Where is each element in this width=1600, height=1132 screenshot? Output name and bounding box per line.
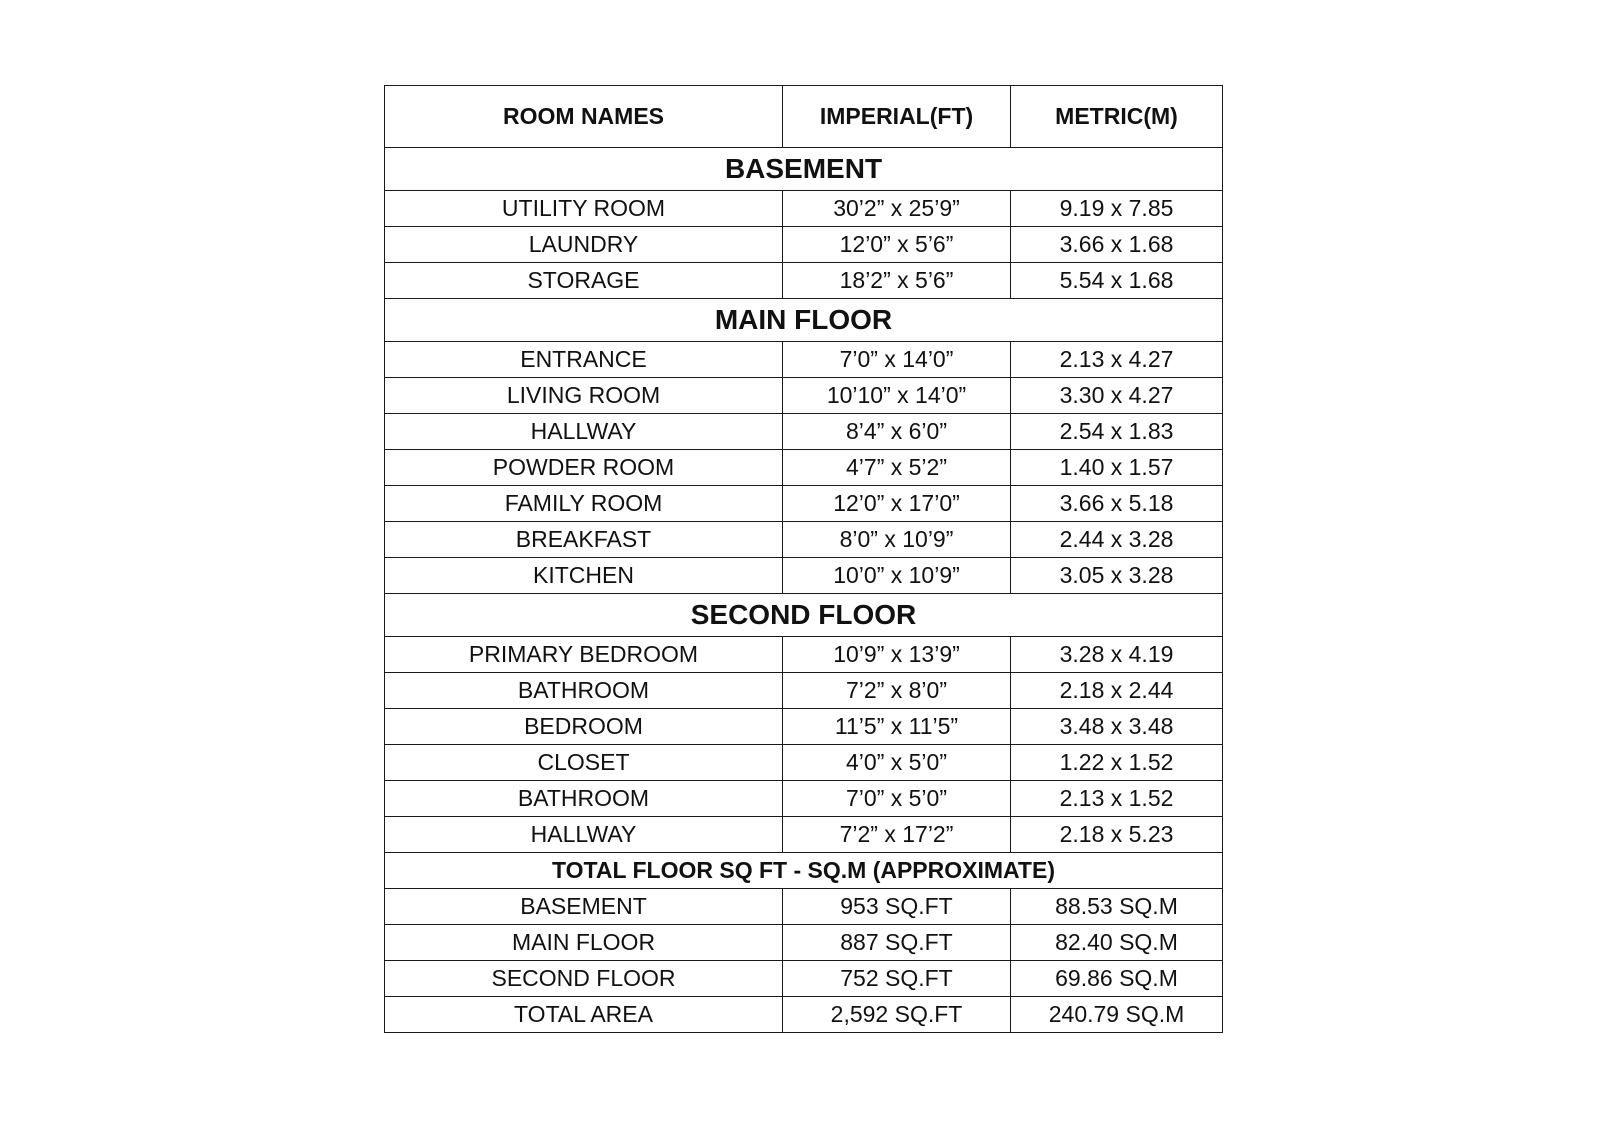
room-name: HALLWAY [385, 817, 783, 853]
metric-dimension: 2.18 x 2.44 [1011, 673, 1223, 709]
imperial-area: 887 SQ.FT [783, 925, 1011, 961]
table-row [385, 378, 1223, 414]
metric-dimension: 2.13 x 4.27 [1011, 342, 1223, 378]
table-row [385, 781, 1223, 817]
room-name: LAUNDRY [385, 227, 783, 263]
table-row [385, 637, 1223, 673]
table-header-row [385, 86, 1223, 148]
table-row [385, 191, 1223, 227]
room-name: STORAGE [385, 263, 783, 299]
room-name: UTILITY ROOM [385, 191, 783, 227]
section-row-main-floor [385, 299, 1223, 342]
table-row [385, 414, 1223, 450]
metric-dimension: 2.54 x 1.83 [1011, 414, 1223, 450]
room-name: KITCHEN [385, 558, 783, 594]
section-title-second-floor: SECOND FLOOR [385, 594, 1223, 637]
metric-area: 88.53 SQ.M [1011, 889, 1223, 925]
room-name: FAMILY ROOM [385, 486, 783, 522]
imperial-dimension: 10’0” x 10’9” [783, 558, 1011, 594]
header-metric: METRIC(M) [1011, 86, 1223, 148]
metric-dimension: 3.66 x 1.68 [1011, 227, 1223, 263]
imperial-area: 752 SQ.FT [783, 961, 1011, 997]
metric-dimension: 2.18 x 5.23 [1011, 817, 1223, 853]
room-name: ENTRANCE [385, 342, 783, 378]
table-row [385, 961, 1223, 997]
table-row [385, 673, 1223, 709]
table-row [385, 342, 1223, 378]
section-title-basement: BASEMENT [385, 148, 1223, 191]
room-dimensions-table [384, 85, 1223, 1033]
imperial-area: 2,592 SQ.FT [783, 997, 1011, 1033]
imperial-dimension: 7’2” x 8’0” [783, 673, 1011, 709]
section-title-totals: TOTAL FLOOR SQ FT - SQ.M (APPROXIMATE) [385, 853, 1223, 889]
room-name: POWDER ROOM [385, 450, 783, 486]
room-name: BATHROOM [385, 781, 783, 817]
imperial-dimension: 7’0” x 5’0” [783, 781, 1011, 817]
room-name: PRIMARY BEDROOM [385, 637, 783, 673]
table-row [385, 558, 1223, 594]
floor-name: TOTAL AREA [385, 997, 783, 1033]
metric-dimension: 3.30 x 4.27 [1011, 378, 1223, 414]
metric-dimension: 5.54 x 1.68 [1011, 263, 1223, 299]
table-row [385, 227, 1223, 263]
imperial-dimension: 4’0” x 5’0” [783, 745, 1011, 781]
table-row [385, 486, 1223, 522]
room-name: HALLWAY [385, 414, 783, 450]
header-imperial: IMPERIAL(FT) [783, 86, 1011, 148]
imperial-area: 953 SQ.FT [783, 889, 1011, 925]
section-row-second-floor [385, 594, 1223, 637]
table-row [385, 263, 1223, 299]
room-name: BATHROOM [385, 673, 783, 709]
room-name: LIVING ROOM [385, 378, 783, 414]
floor-name: BASEMENT [385, 889, 783, 925]
metric-dimension: 2.44 x 3.28 [1011, 522, 1223, 558]
imperial-dimension: 7’2” x 17’2” [783, 817, 1011, 853]
imperial-dimension: 7’0” x 14’0” [783, 342, 1011, 378]
metric-dimension: 3.66 x 5.18 [1011, 486, 1223, 522]
metric-area: 240.79 SQ.M [1011, 997, 1223, 1033]
section-title-main-floor: MAIN FLOOR [385, 299, 1223, 342]
table-row [385, 745, 1223, 781]
metric-area: 82.40 SQ.M [1011, 925, 1223, 961]
imperial-dimension: 30’2” x 25’9” [783, 191, 1011, 227]
imperial-dimension: 12’0” x 5’6” [783, 227, 1011, 263]
metric-dimension: 9.19 x 7.85 [1011, 191, 1223, 227]
header-room-names: ROOM NAMES [385, 86, 783, 148]
imperial-dimension: 10’10” x 14’0” [783, 378, 1011, 414]
floor-name: MAIN FLOOR [385, 925, 783, 961]
section-row-basement [385, 148, 1223, 191]
metric-dimension: 3.05 x 3.28 [1011, 558, 1223, 594]
table-row [385, 450, 1223, 486]
metric-dimension: 3.28 x 4.19 [1011, 637, 1223, 673]
metric-area: 69.86 SQ.M [1011, 961, 1223, 997]
imperial-dimension: 4’7” x 5’2” [783, 450, 1011, 486]
table-row [385, 925, 1223, 961]
imperial-dimension: 12’0” x 17’0” [783, 486, 1011, 522]
imperial-dimension: 8’4” x 6’0” [783, 414, 1011, 450]
table-row [385, 522, 1223, 558]
section-row-totals [385, 853, 1223, 889]
metric-dimension: 1.22 x 1.52 [1011, 745, 1223, 781]
room-name: BREAKFAST [385, 522, 783, 558]
imperial-dimension: 8’0” x 10’9” [783, 522, 1011, 558]
metric-dimension: 2.13 x 1.52 [1011, 781, 1223, 817]
table-row [385, 709, 1223, 745]
table-row [385, 817, 1223, 853]
room-name: CLOSET [385, 745, 783, 781]
table-row [385, 889, 1223, 925]
imperial-dimension: 11’5” x 11’5” [783, 709, 1011, 745]
imperial-dimension: 18’2” x 5’6” [783, 263, 1011, 299]
metric-dimension: 3.48 x 3.48 [1011, 709, 1223, 745]
floor-name: SECOND FLOOR [385, 961, 783, 997]
table-row [385, 997, 1223, 1033]
imperial-dimension: 10’9” x 13’9” [783, 637, 1011, 673]
metric-dimension: 1.40 x 1.57 [1011, 450, 1223, 486]
room-name: BEDROOM [385, 709, 783, 745]
